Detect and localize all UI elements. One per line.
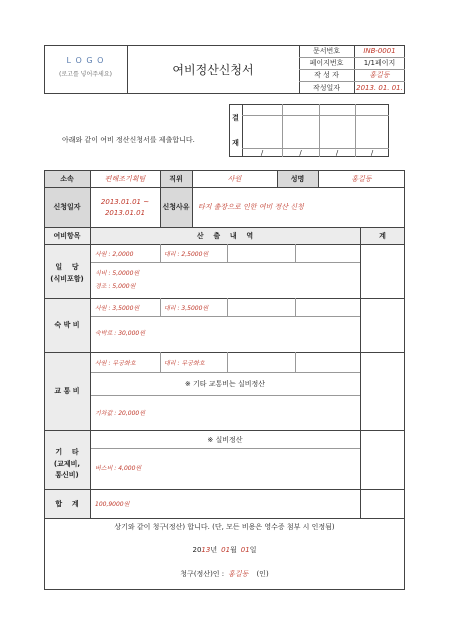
approval-date-slash: / — [370, 148, 374, 157]
position-label: 직위 — [169, 174, 183, 183]
dept-label: 소속 — [60, 174, 74, 183]
name-label: 성명 — [290, 174, 305, 183]
calc-header: 산 출 내 역 — [196, 231, 254, 240]
rate-col-line — [295, 244, 296, 262]
transport-rate-staff: 사원 : 무궁화호 — [95, 359, 136, 367]
meta-label-author: 작 성 자 — [314, 71, 339, 79]
claimant-name: 홍길동 — [228, 570, 249, 578]
col-line — [360, 227, 361, 518]
rate-line — [90, 448, 360, 449]
reason-label: 신청사유 — [162, 203, 190, 211]
approval-date-slash: / — [260, 148, 264, 157]
date-year-suffix: 년 — [210, 546, 218, 554]
meta-label-page: 페이지번호 — [309, 59, 344, 67]
footer-claimant — [44, 566, 405, 582]
meal-rate-assistant: 대리 : 2,5000원 — [164, 250, 209, 258]
rate-col-line — [295, 298, 296, 316]
logo: L O G O — [66, 55, 105, 65]
rate-col-line — [160, 298, 161, 316]
date-year: 13 — [201, 546, 211, 554]
date-day: 01 — [240, 546, 250, 554]
date-prefix: 20 — [192, 546, 202, 554]
rate-col-line — [160, 352, 161, 372]
claimant-label: 청구(정산)인 : — [180, 570, 225, 578]
footer-statement: 상기와 같이 청구(정산) 합니다. (단, 모든 비용은 영수증 첨부 시 인정됨) — [114, 523, 335, 531]
logo-caption: (로고를 넣어주세요) — [59, 70, 112, 78]
meal-label: 일 당 — [55, 262, 79, 271]
other-label-sub1: (교제비, — [53, 459, 81, 468]
rate-col-line — [227, 244, 228, 262]
rate-col-line — [227, 352, 228, 372]
dept-value: 편해조기획팀 — [104, 174, 146, 183]
lodging-label: 숙 박 비 — [54, 321, 80, 329]
meal-label-sub: (식비포함) — [50, 274, 84, 283]
other-label: 기 타 — [55, 447, 79, 456]
date-month: 01 — [221, 546, 231, 554]
sum-label: 합 계 — [55, 499, 79, 508]
intro-text: 아래와 같이 여비 정산신청서를 제출합니다. — [62, 136, 195, 144]
lodging-line-fee: 숙박료 : 30,000원 — [95, 329, 146, 337]
rate-col-line — [160, 244, 161, 262]
meal-rate-staff: 사원 : 2,0000 — [95, 250, 134, 258]
approval-label-top: 결 — [232, 114, 239, 122]
meal-line-food: 식비 : 5,0000원 — [95, 269, 140, 277]
rate-line — [90, 262, 360, 263]
period-value-start: 2013.01.01 ~ — [100, 197, 150, 206]
lodging-rate-assistant: 대리 : 3,5000원 — [164, 304, 209, 312]
approval-row-line — [242, 115, 389, 116]
approval-date-slash: / — [335, 148, 339, 157]
rate-line — [90, 316, 360, 317]
meta-label-doc-no: 문서번호 — [312, 47, 341, 55]
approval-label-bottom: 재 — [232, 139, 239, 147]
lodging-rate-staff: 사원 : 3,5000원 — [95, 304, 140, 312]
meta-value-page: 1/1페이지 — [363, 59, 396, 67]
approval-date-slash: / — [299, 148, 302, 157]
reason-value: 타지 출장으로 인한 여비 정산 신청 — [198, 203, 304, 211]
rate-col-line — [295, 352, 296, 372]
transport-line-train: 기차값 : 20,000원 — [95, 409, 146, 417]
date-month-suffix: 월 — [230, 546, 237, 554]
meta-value-date: 2013. 01. 01. — [356, 83, 403, 92]
meal-line-event: 경조 : 5,000원 — [95, 282, 136, 290]
position-value: 사원 — [227, 174, 242, 183]
transport-note: ※ 기타 교통비는 실비정산 — [184, 380, 266, 388]
date-day-suffix: 일 — [249, 546, 257, 554]
total-header: 계 — [379, 231, 386, 240]
footer-date — [44, 542, 405, 558]
other-line-bus: 버스비 : 4,000원 — [95, 464, 142, 472]
sum-value: 100,9000원 — [95, 501, 130, 508]
claimant-seal: (인) — [256, 570, 269, 578]
item-header: 여비항목 — [53, 231, 81, 240]
period-value-end: 2013.01.01 — [104, 208, 146, 217]
meta-value-author: 홍길동 — [369, 71, 390, 79]
meta-label-date: 작성일자 — [312, 83, 341, 92]
meta-value-doc-no: INB-0001 — [363, 47, 396, 55]
rate-col-line — [227, 298, 228, 316]
period-label: 신청일자 — [53, 203, 81, 211]
transport-rate-assistant: 대리 : 무궁화호 — [164, 359, 205, 367]
transport-label: 교 통 비 — [54, 387, 80, 395]
document-title: 여비정산신청서 — [172, 63, 254, 77]
other-note: ※ 실비정산 — [207, 435, 243, 444]
name-value: 홍길동 — [351, 174, 372, 183]
other-label-sub2: 통신비) — [55, 470, 79, 479]
rate-line — [90, 395, 360, 396]
